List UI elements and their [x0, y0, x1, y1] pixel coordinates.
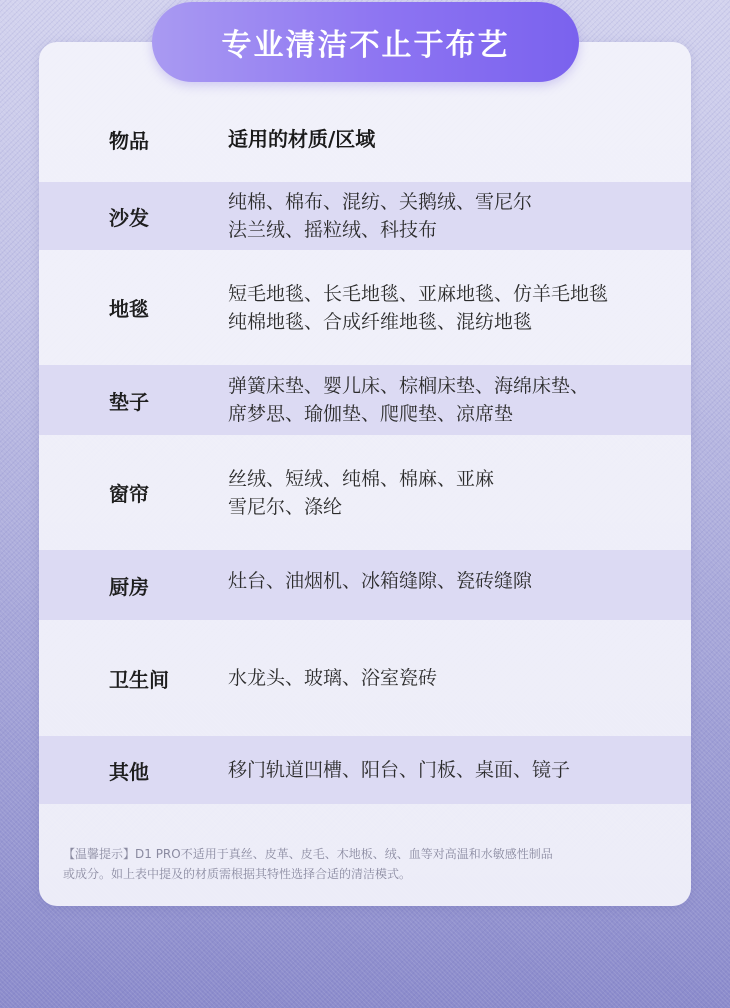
row-materials-line: 丝绒、短绒、纯棉、棉麻、亚麻: [228, 467, 495, 490]
row-item: 沙发: [109, 205, 149, 230]
tip-note-line: 【温馨提示】D1 PRO不适用于真丝、皮革、皮毛、木地板、绒、血等对高温和水敏感性制品: [63, 847, 553, 861]
row-item: 窗帘: [109, 482, 149, 506]
row-materials: [228, 280, 608, 336]
row-materials-line: 法兰绒、摇粒绒、科技布: [228, 219, 438, 241]
row-materials-line: 雪尼尔、涤纶: [228, 495, 343, 518]
row-materials-line: 席梦思、瑜伽垫、爬爬垫、凉席垫: [228, 403, 514, 425]
table-row-other: [39, 736, 691, 804]
table-header-row: [39, 110, 691, 168]
tip-note: [63, 844, 603, 884]
row-item: 卫生间: [109, 667, 169, 692]
row-item: 厨房: [109, 574, 149, 599]
table-row-curtain: [39, 435, 691, 550]
row-item: 其他: [109, 759, 149, 784]
row-materials-line: 灶台、油烟机、冰箱缝隙、瓷砖缝隙: [228, 570, 533, 592]
row-materials-line: 纯棉地毯、合成纤维地毯、混纺地毯: [228, 310, 533, 333]
table-row-mattress: [39, 365, 691, 435]
row-materials-line: 弹簧床垫、婴儿床、棕榈床垫、海绵床垫、: [228, 375, 590, 397]
row-materials-line: 水龙头、玻璃、浴室瓷砖: [228, 667, 438, 689]
row-materials: [228, 372, 589, 428]
row-item: 地毯: [109, 297, 149, 321]
row-materials-line: 短毛地毯、长毛地毯、亚麻地毯、仿羊毛地毯: [228, 282, 609, 305]
header-item: 物品: [109, 128, 149, 153]
table-row-kitchen: [39, 550, 691, 620]
row-materials: [228, 664, 437, 692]
table-row-sofa: [39, 182, 691, 250]
table-row-bathroom: [39, 620, 691, 736]
row-materials-line: 移门轨道凹槽、阳台、门板、桌面、镜子: [228, 759, 571, 781]
row-materials: [228, 756, 570, 784]
row-materials: [228, 465, 494, 521]
header-materials: 适用的材质/区域: [228, 127, 376, 151]
row-materials: [228, 567, 532, 595]
tip-note-line: 或成分。如上表中提及的材质需根据其特性选择合适的清洁模式。: [63, 867, 412, 881]
page-title: 专业清洁不止于布艺: [221, 28, 510, 63]
row-materials: [228, 188, 532, 244]
page-title-banner: [152, 2, 579, 82]
row-item: 垫子: [109, 389, 149, 414]
table-row-rug: [39, 250, 691, 365]
row-materials-line: 纯棉、棉布、混纺、关鹅绒、雪尼尔: [228, 191, 533, 213]
